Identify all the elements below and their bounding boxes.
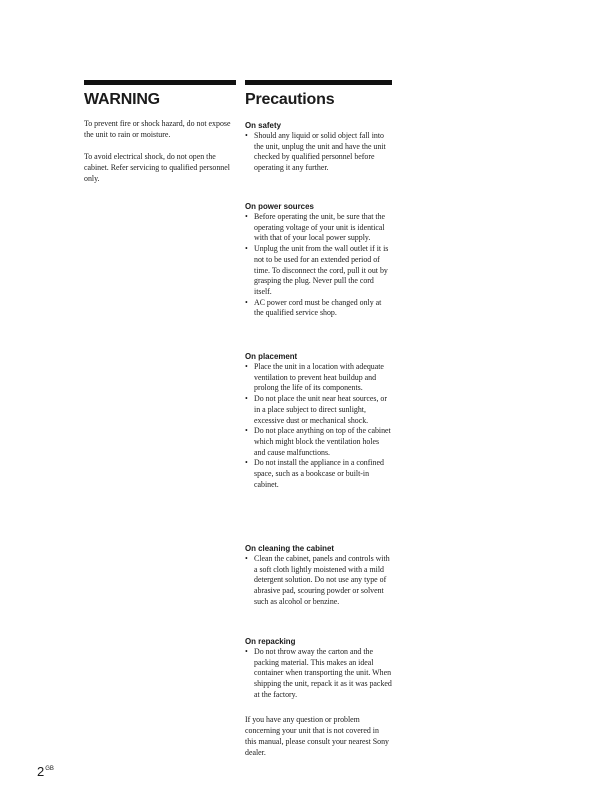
bullet-list [245,647,392,701]
warning-paragraph: To avoid electrical shock, do not open the cabinet. Refer servicing to qualified personnel only. [84,152,230,183]
bullet-list [245,131,392,174]
precautions-rule [245,80,392,85]
section-title: On repacking [245,637,296,646]
precautions-title: Precautions [245,91,335,108]
warning-rule [84,80,236,85]
section-title: On power sources [245,202,314,211]
list-item: • Unplug the unit from the wall outlet if it is not to be used for an extended period of time. To disconnect the cord, pull it out by grasping the plug. Never pull the cord itself. [245,244,392,298]
list-item: • Should any liquid or solid object fall into the unit, unplug the unit and have the unit checked by qualified personnel before operating it any further. [245,131,392,174]
page-number-value: 2 [37,764,45,779]
section-title: On cleaning the cabinet [245,544,335,553]
closing-paragraph: If you have any question or problem concerning your unit that is not covered in this manual, please consult your nearest Sony dealer. [245,715,389,757]
section-on-power-sources [245,201,392,319]
section-title: On placement [245,352,298,361]
page-number [37,764,54,779]
list-item: • Do not install the appliance in a confined space, such as a bookcase or built-in cabinet. [245,458,392,490]
list-item: • Before operating the unit, be sure that the operating voltage of your unit is identical with that of your local power supply. [245,212,392,244]
list-item: • Do not place the unit near heat sources, or in a place subject to direct sunlight, excessive dust or mechanical shock. [245,394,392,426]
page-number-suffix: GB [45,766,54,772]
section-title: On safety [245,121,281,130]
list-item: • Do not throw away the carton and the packing material. This makes an ideal container when transporting the unit. When shipping the unit, repack it as it was packed at the factory. [245,647,392,701]
section-on-repacking [245,636,392,701]
list-item: • AC power cord must be changed only at the qualified service shop. [245,298,392,319]
list-item: • Do not place anything on top of the cabinet which might block the ventilation holes and cause malfunctions. [245,426,392,458]
warning-title: WARNING [84,91,160,108]
bullet-list [245,212,392,319]
precautions-column [245,80,392,757]
section-on-cleaning-the-cabinet [245,543,392,608]
warning-paragraph: To prevent fire or shock hazard, do not expose the unit to rain or moisture. [84,119,231,139]
section-on-safety [245,120,392,174]
list-item: • Place the unit in a location with adequate ventilation to prevent heat buildup and prolong the life of its components. [245,362,392,394]
warning-column [84,80,236,184]
bullet-list [245,362,392,490]
section-on-placement [245,351,392,490]
bullet-list [245,554,392,608]
list-item: • Clean the cabinet, panels and controls with a soft cloth lightly moistened with a mild detergent solution. Do not use any type of abrasive pad, scouring powder or solvent such as alcohol or benzine. [245,554,392,608]
